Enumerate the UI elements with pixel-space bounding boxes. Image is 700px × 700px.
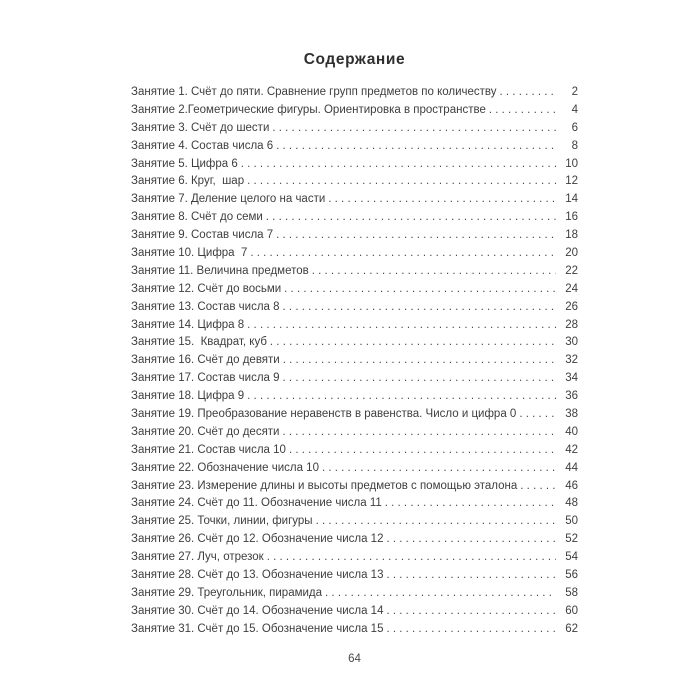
dot-leader [386,621,556,639]
toc-entry-page: 6 [571,121,578,134]
toc-entry-label: Занятие 3. Счёт до шести [131,121,270,134]
dot-leader [267,549,556,567]
toc-row [131,334,578,352]
toc-row [131,442,578,460]
toc-entry-page: 10 [565,157,578,170]
dot-leader [489,102,556,120]
toc-entry-label: Занятие 30. Счёт до 14. Обозначение числа 14 [131,604,384,617]
toc-entry-label: Занятие 4. Состав числа 6 [131,139,274,152]
toc-row [131,138,578,156]
toc-row [131,245,578,263]
toc-entry-label: Занятие 17. Состав числа 9 [131,372,280,385]
dot-leader [283,352,556,370]
dot-leader [283,370,556,388]
dot-leader [272,120,556,138]
toc-entry-label: Занятие 26. Счёт до 12. Обозначение числа 12 [131,533,384,546]
dot-leader [386,531,556,549]
dot-leader [247,317,556,335]
dot-leader [385,495,556,513]
toc-entry-label: Занятие 11. Величина предметов [131,264,309,277]
toc-row [131,209,578,227]
toc-entry-label: Занятие 25. Точки, линии, фигуры [131,515,313,528]
toc-row [131,120,578,138]
dot-leader [276,227,556,245]
dot-leader [266,209,556,227]
dot-leader [386,603,556,621]
dot-leader [276,138,556,156]
toc-row [131,370,578,388]
toc-entry-page: 22 [565,264,578,277]
toc-entry-label: Занятие 27. Луч, отрезок [131,551,264,564]
toc-row [131,173,578,191]
toc-entry-label: Занятие 16. Счёт до девяти [131,354,280,367]
toc-row [131,263,578,281]
toc-row [131,621,578,639]
toc-entry-label: Занятие 2.Геометрические фигуры. Ориентировка в пространстве [131,103,486,116]
dot-leader [519,406,556,424]
toc-entry-page: 20 [565,247,578,260]
toc-row [131,549,578,567]
toc-entry-page: 28 [565,318,578,331]
dot-leader [250,245,556,263]
toc-entry-label: Занятие 18. Цифра 9 [131,390,245,403]
toc-entry-page: 40 [565,425,578,438]
toc-row [131,299,578,317]
toc-row [131,603,578,621]
toc-entry-page: 60 [565,604,578,617]
toc-row [131,567,578,585]
toc-entry-page: 16 [565,211,578,224]
toc-row [131,424,578,442]
toc-entry-label: Занятие 1. Счёт до пяти. Сравнение групп предметов по количеству [131,86,497,98]
toc-entry-label: Занятие 15. Квадрат, куб [131,336,267,349]
toc-row [131,102,578,120]
toc-entry-page: 4 [571,103,578,116]
dot-leader [282,424,556,442]
toc-list [131,84,578,639]
toc-entry-page: 14 [565,193,578,206]
toc-entry-page: 48 [565,497,578,510]
dot-leader [325,585,556,603]
dot-leader [520,478,556,496]
toc-entry-label: Занятие 7. Деление целого на части [131,193,326,206]
toc-entry-page: 46 [565,479,578,492]
toc-row [131,84,578,102]
toc-entry-page: 38 [565,408,578,421]
toc-entry-label: Занятие 9. Состав числа 7 [131,229,274,242]
toc-entry-label: Занятие 29. Треугольник, пирамида [131,586,323,599]
toc-entry-label: Занятие 28. Счёт до 13. Обозначение числа 13 [131,569,384,582]
dot-leader [316,513,556,531]
dot-leader [312,263,556,281]
footer-page-number: 64 [348,653,361,665]
toc-row [131,281,578,299]
toc-entry-label: Занятие 23. Измерение длины и высоты предметов с помощью эталона [131,479,518,492]
toc-entry-page: 12 [565,175,578,188]
toc-row [131,460,578,478]
toc-entry-label: Занятие 22. Обозначение числа 10 [131,461,319,474]
toc-entry-page: 34 [565,372,578,385]
dot-leader [247,173,556,191]
toc-entry-page: 58 [565,586,578,599]
dot-leader [284,281,556,299]
toc-entry-page: 30 [565,336,578,349]
page-title: Содержание [303,51,406,68]
toc-row [131,317,578,335]
toc-row [131,388,578,406]
toc-entry-page: 36 [565,390,578,403]
toc-row [131,478,578,496]
toc-entry-label: Занятие 6. Круг, шар [131,175,245,188]
toc-entry-label: Занятие 10. Цифра 7 [131,247,248,260]
toc-row [131,495,578,513]
toc-entry-page: 44 [565,461,578,474]
dot-leader [328,191,556,209]
toc-entry-page: 18 [565,229,578,242]
toc-row [131,156,578,174]
toc-row [131,227,578,245]
toc-entry-label: Занятие 31. Счёт до 15. Обозначение числа 15 [131,622,384,635]
toc-entry-page: 52 [565,533,578,546]
dot-leader [270,334,556,352]
toc-entry-label: Занятие 14. Цифра 8 [131,318,245,331]
toc-entry-page: 2 [571,86,578,98]
toc-row [131,585,578,603]
toc-row [131,191,578,209]
toc-entry-page: 42 [565,443,578,456]
toc-entry-page: 24 [565,282,578,295]
dot-leader [500,84,556,102]
toc-entry-label: Занятие 13. Состав числа 8 [131,300,280,313]
dot-leader [322,460,556,478]
dot-leader [386,567,556,585]
toc-row [131,513,578,531]
toc-entry-page: 54 [565,551,578,564]
toc-entry-label: Занятие 8. Счёт до семи [131,211,263,224]
toc-entry-page: 8 [571,139,578,152]
dot-leader [283,299,556,317]
toc-entry-label: Занятие 21. Состав числа 10 [131,443,286,456]
toc-entry-page: 50 [565,515,578,528]
toc-entry-page: 26 [565,300,578,313]
toc-entry-label: Занятие 12. Счёт до восьми [131,282,282,295]
dot-leader [247,388,556,406]
toc-entry-page: 62 [565,622,578,635]
toc-entry-label: Занятие 20. Счёт до десяти [131,425,280,438]
toc-entry-page: 32 [565,354,578,367]
toc-row [131,406,578,424]
toc-row [131,352,578,370]
toc-entry-page: 56 [565,569,578,582]
dot-leader [241,156,556,174]
toc-entry-label: Занятие 24. Счёт до 11. Обозначение числа 11 [131,497,382,510]
toc-entry-label: Занятие 5. Цифра 6 [131,157,238,170]
dot-leader [289,442,556,460]
toc-entry-label: Занятие 19. Преобразование неравенств в равенства. Число и цифра 0 [131,408,517,421]
toc-row [131,531,578,549]
